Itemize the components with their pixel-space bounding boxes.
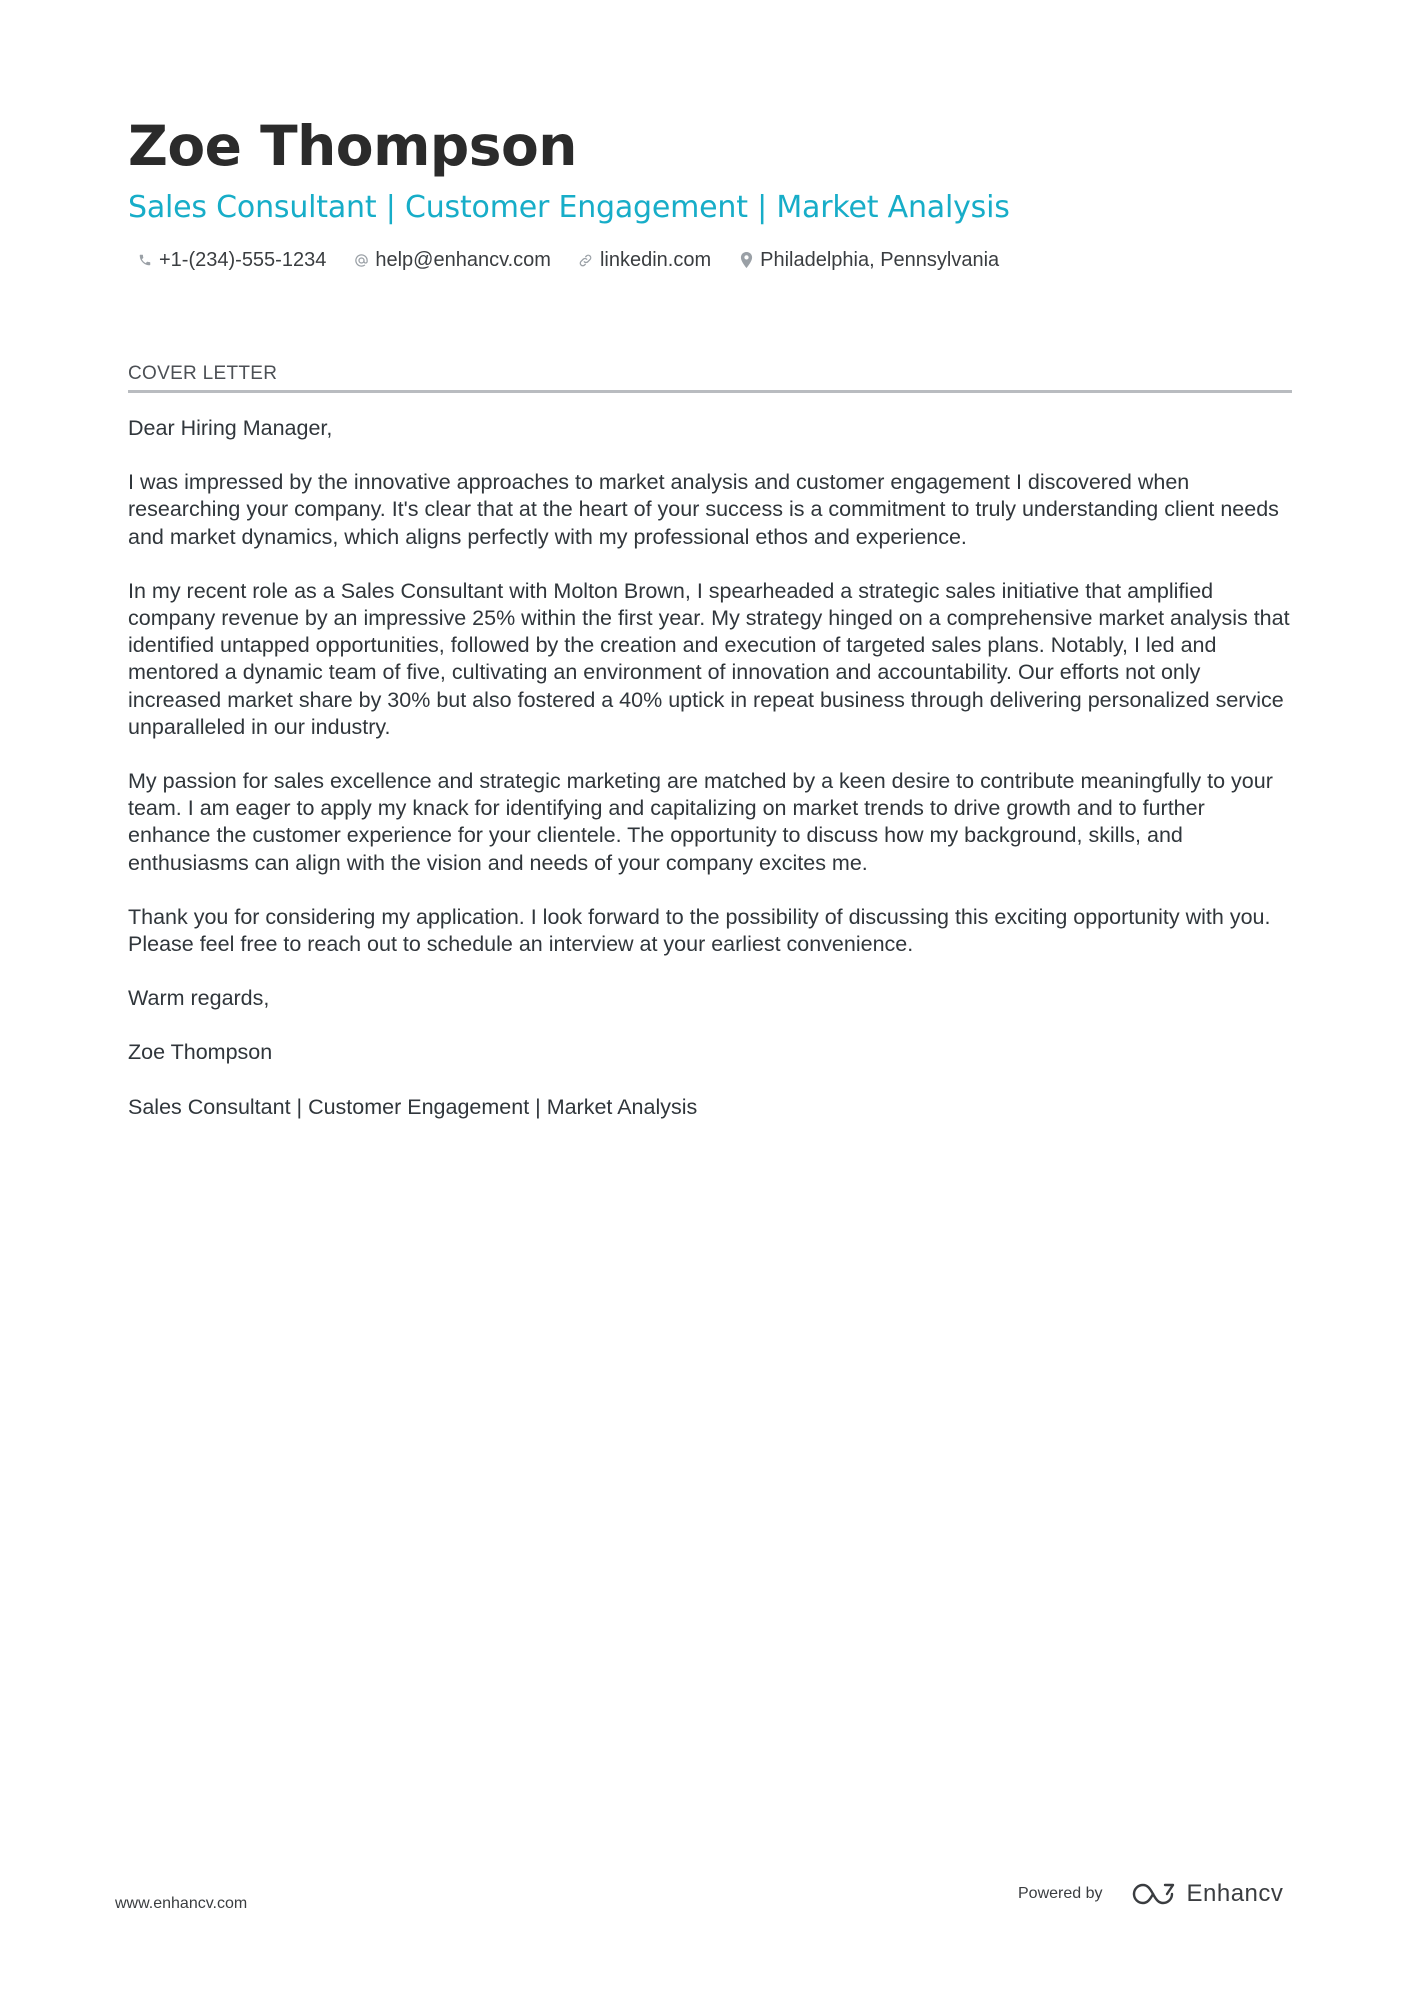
contact-location-text: Philadelphia, Pennsylvania [760,248,1000,271]
enhancv-logo-icon [1131,1881,1177,1907]
contact-linkedin-text: linkedin.com [599,248,712,271]
powered-by-label: Powered by [1018,1885,1103,1902]
candidate-name: Zoe Thompson [128,114,577,178]
contact-phone-text: +1-(234)-555-1234 [159,248,327,271]
candidate-headline: Sales Consultant | Customer Engagement | Market Analysis [128,190,1010,225]
signature-title: Sales Consultant | Customer Engagement | Market Analysis [128,1094,698,1119]
link-icon [577,251,595,269]
footer-branding [1018,1880,1283,1908]
contact-location [737,249,999,272]
letter-closing: Warm regards, [128,986,270,1011]
contact-phone [136,249,326,272]
letter-body [128,415,1292,1121]
signature-name: Zoe Thompson [128,1040,273,1065]
contact-email-text: help@enhancv.com [375,248,551,271]
contact-email[interactable] [352,249,551,272]
letter-greeting: Dear Hiring Manager, [128,416,333,440]
contact-linkedin[interactable] [577,249,711,272]
location-pin-icon [737,251,755,269]
letter-paragraph: Thank you for considering my application. I look forward to the possibility of discussing this exciting opportunity with you. Please feel free to reach out to schedule an interview at your earliest convenience. [128,904,1271,957]
letter-paragraph: In my recent role as a Sales Consultant with Molton Brown, I spearheaded a strategic sales initiative that amplified company revenue by an impressive 25% within the first year. My strategy hinged on a comprehensive market analysis that identified untapped opportunities, followed by the creation and execution of targeted sales plans. Notably, I led and mentored a dynamic team of five, cultivating an environment of innovation and accountability. Our efforts not only increased market share by 30% but also fostered a 40% uptick in repeat business through delivering personalized service unparalleled in our industry. [128,578,1290,739]
at-icon [352,251,370,269]
phone-icon [136,251,154,269]
content [128,108,1292,1148]
contact-row [128,244,1292,276]
footer-website-link[interactable]: www.enhancv.com [115,1895,248,1912]
letter-paragraph: I was impressed by the innovative approaches to market analysis and customer engagement I discovered when researching your company. It's clear that at the heart of your success is a commitment to truly understanding client needs and market dynamics, which aligns perfectly with my professional ethos and experience. [128,470,1279,549]
enhancv-logo[interactable] [1131,1880,1284,1908]
section-title-cover-letter: COVER LETTER [128,362,1292,393]
letter-paragraph: My passion for sales excellence and strategic marketing are matched by a keen desire to contribute meaningfully to your team. I am eager to apply my knack for identifying and capitalizing on market trends to drive growth and to further enhance the customer experience for your clientele. The opportunity to discuss how my background, skills, and enthusiasms can align with the vision and needs of your company excites me. [128,769,1273,875]
brand-name: Enhancv [1186,1880,1284,1907]
